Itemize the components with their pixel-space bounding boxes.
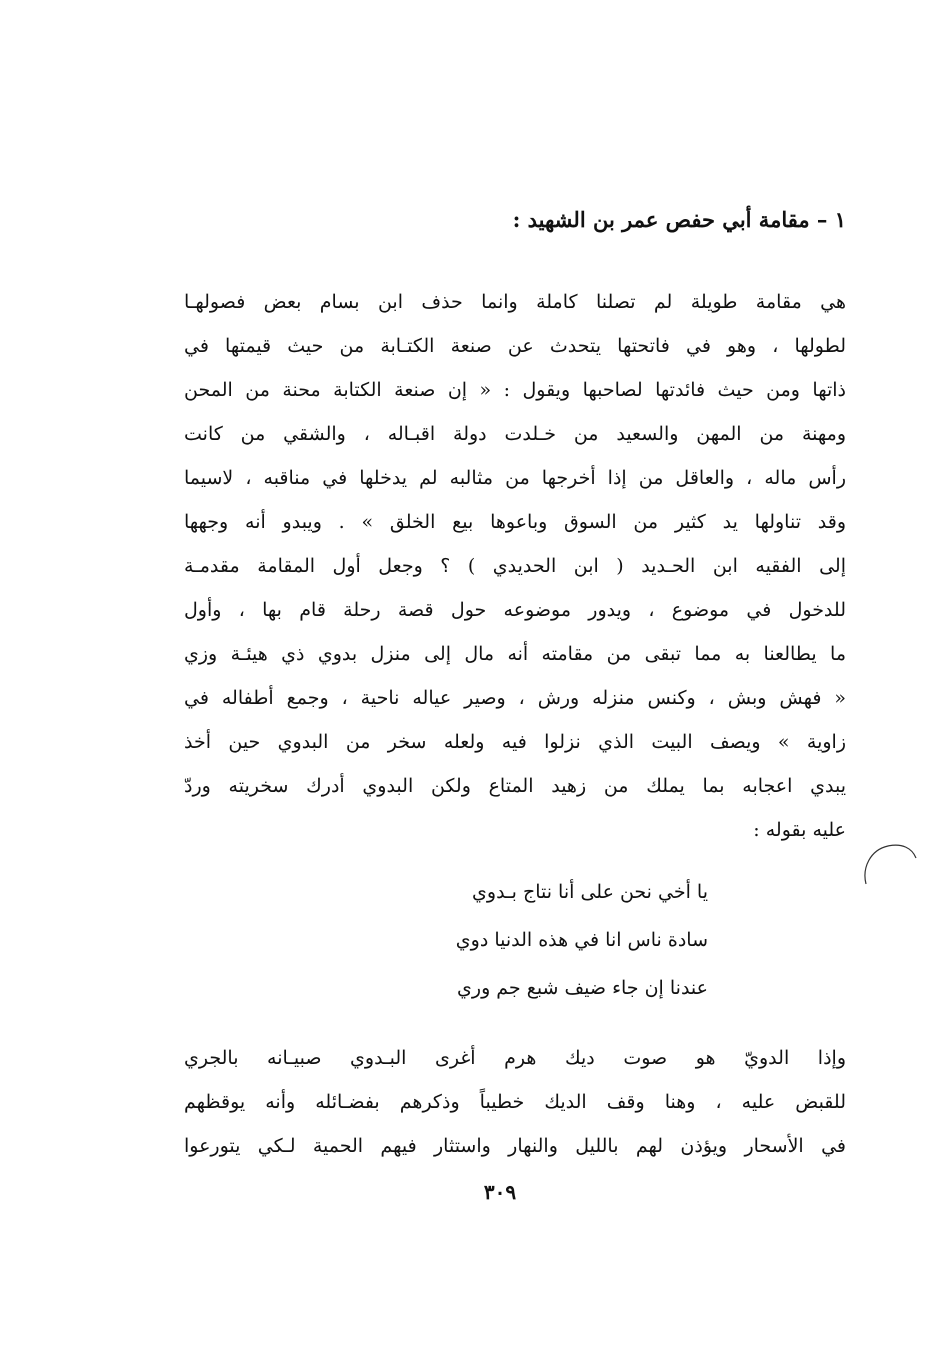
poem-verse: يا أخي نحن على أنا نتاج بـدوي bbox=[472, 881, 708, 903]
poem-verse: عندنا إن جاء ضيف شبع جم وري bbox=[457, 977, 708, 999]
section-heading: ١ – مقامة أبي حفص عمر بن الشهيد : bbox=[512, 207, 846, 232]
text-line: عليه بقوله : bbox=[753, 819, 846, 841]
text-line: ما يطالعنا به مما تبقى من مقامته أنه مال إلى منزل بدوي ذي هيئـة وزي bbox=[184, 643, 846, 665]
text-line: للدخول في موضوع ، ويدور موضوعه حول قصة رحلة قام بها ، وأول bbox=[184, 599, 846, 621]
paragraph-2 bbox=[184, 1036, 846, 1168]
text-line: رأس ماله ، والعاقل من إذا أخرجها من مثالبه لم يدخلها في مناقبه ، لاسيما bbox=[184, 467, 846, 489]
text-line: « فهش وبش ، وكنس منزله ورش ، وصير عياله ناحية ، وجمع أطفاله في bbox=[184, 687, 846, 709]
text-line: زاوية » ويصف البيت الذي نزلوا فيه ولعله سخر من البدوي حين أخذ bbox=[184, 731, 846, 753]
page-number: ٣٠٩ bbox=[483, 1180, 517, 1204]
text-line: للقبض عليه ، وهنا وقف الديك خطيباً وذكرهم بفضـائله وأنه يوقظهم bbox=[184, 1091, 846, 1113]
margin-arc-mark bbox=[860, 838, 920, 888]
text-line: لطولها ، وهو في فاتحتها يتحدث عن صنعة الكتـابة من حيث قيمتها في bbox=[184, 335, 846, 357]
text-line: ذاتها ومن حيث فائدتها لصاحبها ويقول : « إن صنعة الكتابة محنة من المحن bbox=[184, 379, 846, 401]
poem-verses bbox=[378, 868, 708, 1012]
text-line: إلى الفقيه ابن الحـديد ( ابن الحديدي ) ؟ وجعل أول المقامة مقدمـة bbox=[184, 555, 846, 577]
poem-verse: سادة ناس انا في هذه الدنيا دوي bbox=[455, 929, 708, 951]
text-line: في الأسحار ويؤذن لهم بالليل والنهار واستثار فيهم الحمية لـكي يتورعوا bbox=[184, 1135, 846, 1157]
text-line: ومهنة من المهن والسعيد من خـلدت دولة اقبـاله ، والشقي من كانت bbox=[184, 423, 846, 445]
text-line: هي مقامة طويلة لم تصلنا كاملة وانما حذف ابن بسام بعض فصولهـا bbox=[184, 291, 846, 313]
text-line: وقد تناولها يد كثير من السوق وباعوها بيع الخلق » . ويبدو أنه وجهها bbox=[184, 511, 846, 533]
text-line: وإذا الدويّ هو صوت ديك هرم أغرى البـدوي صبيـانه بالجري bbox=[184, 1047, 846, 1069]
paragraph-1 bbox=[184, 280, 846, 852]
text-line: يبدي اعجابه بما يملك من زهيد المتاع ولكن البدوي أدرك سخريته وردّ bbox=[184, 775, 846, 797]
